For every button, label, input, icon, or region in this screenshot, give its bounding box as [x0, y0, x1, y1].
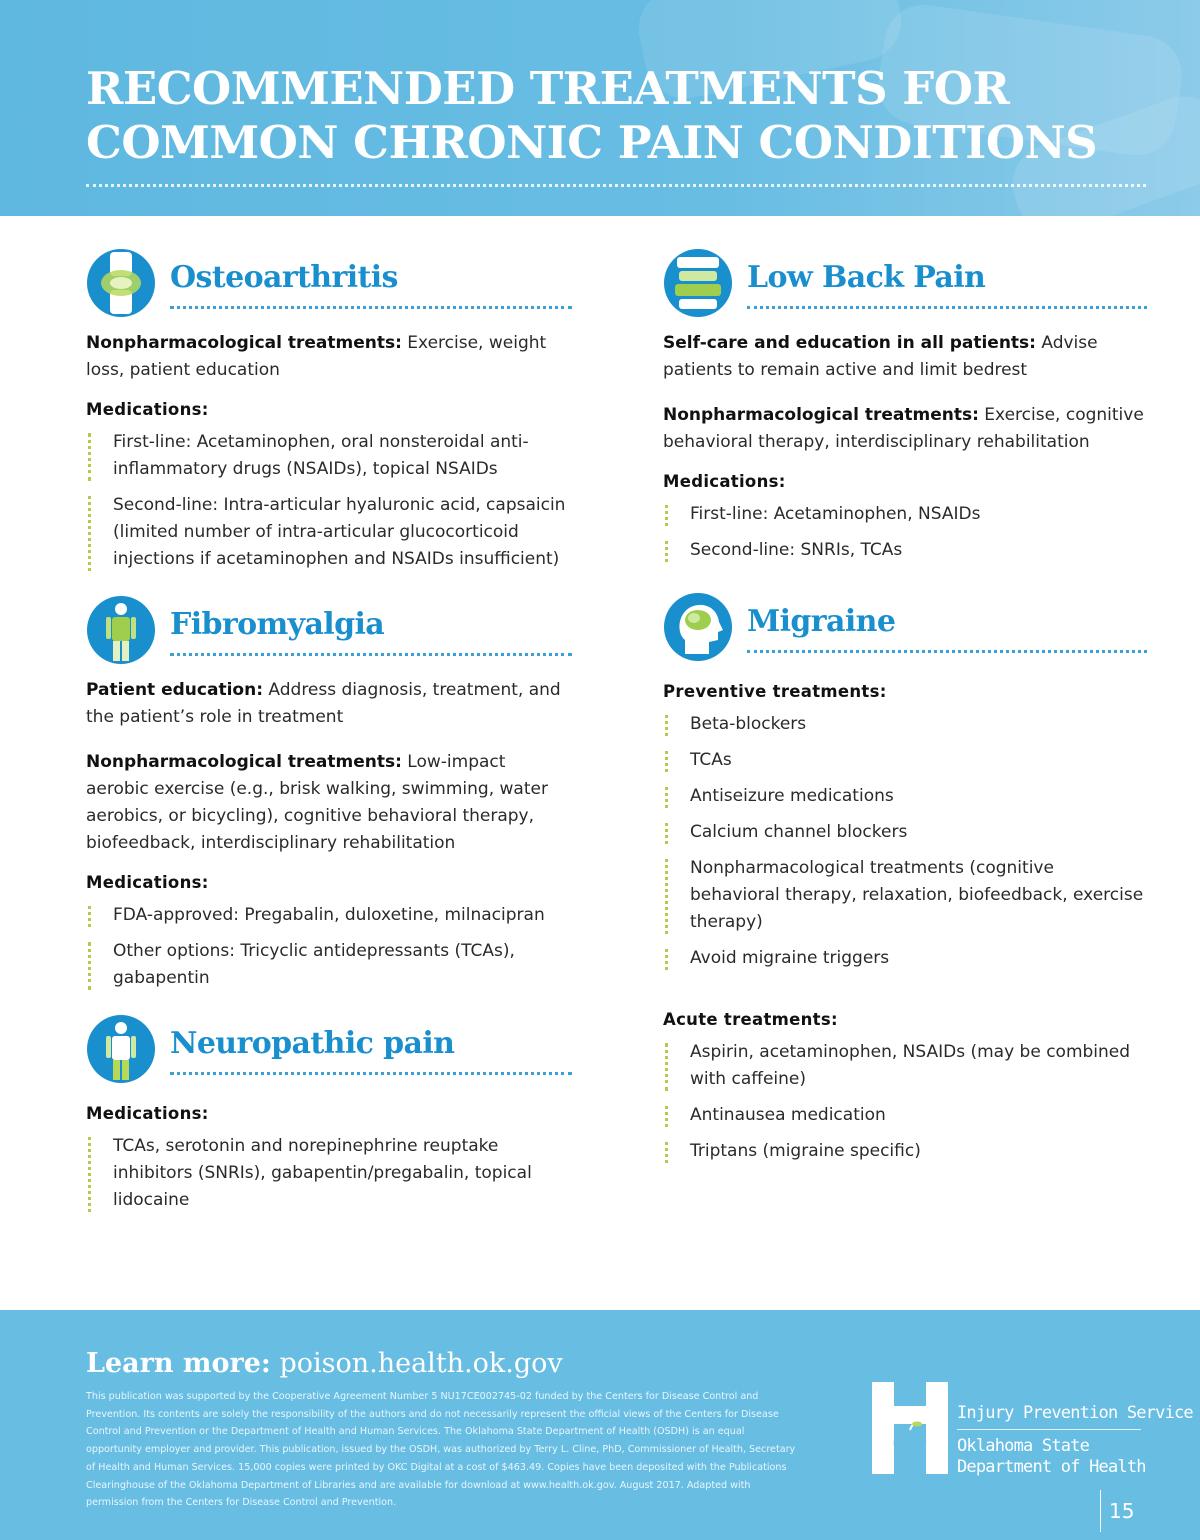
fibro-medications-label: Medications:: [86, 873, 209, 892]
right-column: [663, 240, 1147, 1174]
lowback-nonpharm: Nonpharmacological treatments: Exercise, cognitive behavioral therapy, interdisciplinary rehabilitation: [663, 405, 1144, 452]
section-divider: [170, 653, 572, 656]
neuro-medications-list: [86, 1133, 572, 1214]
list-item: Antiseizure medications: [663, 783, 1147, 810]
migraine-title: Migraine: [747, 604, 896, 639]
list-item: Nonpharmacological treatments (cognitive behavioral therapy, relaxation, biofeedback, exercise therapy): [663, 855, 1147, 936]
osteo-medications-list: [86, 429, 572, 573]
header-divider: [86, 184, 1146, 187]
list-item: TCAs: [663, 747, 1147, 774]
osdh-logo-icon: [872, 1382, 948, 1474]
section-divider: [747, 306, 1147, 309]
knee-joint-icon: [86, 248, 156, 318]
lowback-section: [663, 240, 1147, 564]
list-item: Second-line: Intra-articular hyaluronic acid, capsaicin (limited number of intra-articular glucocorticoid injections if acetaminophen and NSAIDs insufficient): [86, 492, 572, 573]
section-divider: [170, 306, 572, 309]
list-item: Calcium channel blockers: [663, 819, 1147, 846]
list-item: TCAs, serotonin and norepinephrine reuptake inhibitors (SNRIs), gabapentin/pregabalin, topical lidocaine: [86, 1133, 572, 1214]
learn-more-link[interactable]: poison.health.ok.gov: [270, 1348, 563, 1379]
fineprint: This publication was supported by the Cooperative Agreement Number 5 NU17CE002745-02 funded by the Centers for Disease Control and Prevention. Its contents are solely the responsibility of the authors and do not necessarily represent the official views of the Centers for Disease Control and Prevention or the Department of Health and Human Services. The Oklahoma State Department of Health (OSDH) is an equal opportunity employer and provider. This publication, issued by the OSDH, was authorized by Terry L. Cline, PhD, Commissioner of Health, Secretary of Health and Human Services. 15,000 copies were printed by OKC Digital at a cost of $463.49. Copies have been deposited with the Publications Clearinghouse of the Oklahoma Department of Libraries and are available for download at www.health.ok.gov. August 2017. Adapted with permission from the Centers for Disease Control and Prevention.: [86, 1391, 796, 1509]
lowback-medications-label: Medications:: [663, 472, 786, 491]
human-figure-icon: [86, 595, 156, 665]
list-item: FDA-approved: Pregabalin, duloxetine, milnacipran: [86, 902, 572, 929]
osteoarthritis-section: [86, 240, 572, 573]
list-item: Avoid migraine triggers: [663, 945, 1147, 972]
neuropathic-title: Neuropathic pain: [170, 1026, 455, 1061]
spine-icon: [663, 248, 733, 318]
human-figure-icon: [86, 1014, 156, 1084]
migraine-preventive-label: Preventive treatments:: [663, 682, 887, 701]
page-footer: [0, 1310, 1200, 1540]
fibro-medications-list: [86, 902, 572, 992]
neuropathic-section: [86, 1006, 572, 1214]
page-title-line2: COMMON CHRONIC PAIN CONDITIONS: [86, 116, 1098, 169]
list-item: Other options: Tricyclic antidepressants (TCAs), gabapentin: [86, 938, 572, 992]
list-item: First-line: Acetaminophen, oral nonsteroidal anti-inflammatory drugs (NSAIDs), topical NSAIDs: [86, 429, 572, 483]
lowback-medications-list: [663, 501, 1147, 564]
list-item: First-line: Acetaminophen, NSAIDs: [663, 501, 1147, 528]
learn-more: Learn more: poison.health.ok.gov: [86, 1348, 563, 1379]
osteo-nonpharm: Nonpharmacological treatments: Exercise, weight loss, patient education: [86, 333, 547, 380]
page-header: [0, 0, 1200, 216]
migraine-acute-list: [663, 1039, 1147, 1165]
neuro-medications-label: Medications:: [86, 1104, 209, 1123]
page-title: [86, 62, 1097, 170]
list-item: Triptans (migraine specific): [663, 1138, 1147, 1165]
fibromyalgia-section: [86, 587, 572, 992]
fibro-nonpharm: Nonpharmacological treatments: Low-impact aerobic exercise (e.g., brisk walking, swimming, water aerobics, or bicycling), cognitive behavioral therapy, biofeedback, interdisciplinary rehabilitation: [86, 752, 548, 853]
head-profile-icon: [663, 592, 733, 662]
list-item: Second-line: SNRIs, TCAs: [663, 537, 1147, 564]
fibro-education: Patient education: Address diagnosis, treatment, and the patient’s role in treatment: [86, 680, 561, 727]
lowback-title: Low Back Pain: [747, 260, 986, 295]
org-name-osdh: Oklahoma State Department of Health: [957, 1436, 1146, 1477]
section-divider: [170, 1072, 572, 1075]
page-title-line1: RECOMMENDED TREATMENTS FOR: [86, 62, 1010, 115]
migraine-section: [663, 584, 1147, 1165]
page-number: 15: [1100, 1490, 1134, 1532]
list-item: Beta-blockers: [663, 711, 1147, 738]
migraine-preventive-list: [663, 711, 1147, 972]
list-item: Aspirin, acetaminophen, NSAIDs (may be combined with caffeine): [663, 1039, 1147, 1093]
osteoarthritis-title: Osteoarthritis: [170, 260, 398, 295]
migraine-acute-label: Acute treatments:: [663, 1010, 838, 1029]
left-column: [86, 240, 572, 1223]
osteo-medications-label: Medications:: [86, 400, 209, 419]
fibromyalgia-title: Fibromyalgia: [170, 607, 385, 642]
org-divider: [957, 1429, 1141, 1430]
lowback-selfcare: Self-care and education in all patients: Advise patients to remain active and limit bedrest: [663, 333, 1098, 380]
section-divider: [747, 650, 1147, 653]
org-name-ips: Injury Prevention Service: [957, 1403, 1193, 1423]
list-item: Antinausea medication: [663, 1102, 1147, 1129]
